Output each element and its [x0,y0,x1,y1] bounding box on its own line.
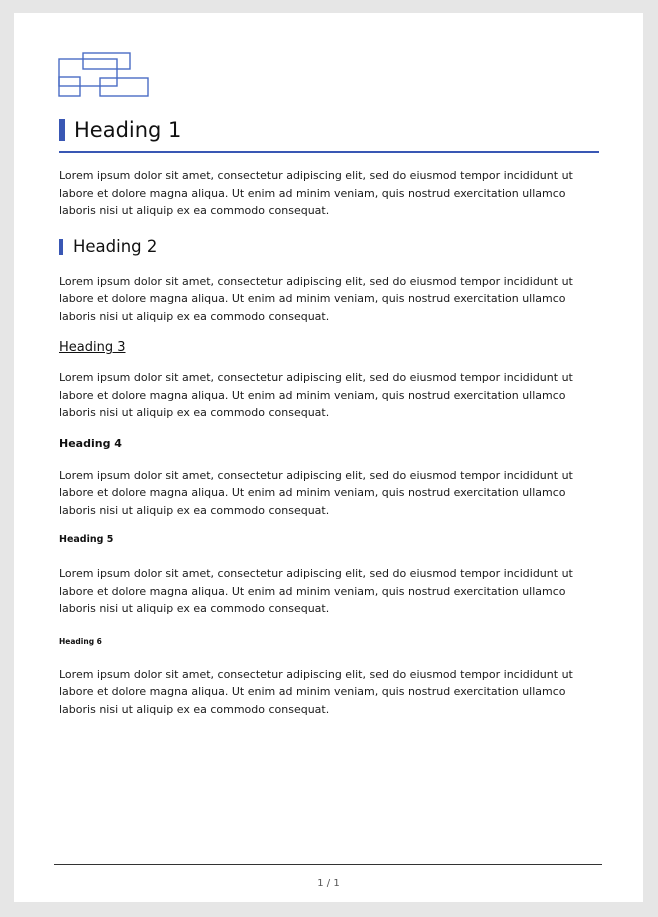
heading-4: Heading 4 [59,436,122,450]
heading-1: Heading 1 [59,117,599,153]
heading-6: Heading 6 [59,636,102,646]
footer-divider [54,864,602,865]
paragraph-5: Lorem ipsum dolor sit amet, consectetur adipiscing elit, sed do eiusmod tempor incididunt ut labore et dolore magna aliqua. Ut enim ad minim veniam, quis nostrud exercitation ullamco laboris nisi ut aliquip ex ea commodo consequat. [59,567,573,615]
document-page [14,13,643,902]
heading-5: Heading 5 [59,534,114,545]
heading-3: Heading 3 [59,340,126,355]
paragraph-4: Lorem ipsum dolor sit amet, consectetur adipiscing elit, sed do eiusmod tempor incididunt ut labore et dolore magna aliqua. Ut enim ad minim veniam, quis nostrud exercitation ullamco laboris nisi ut aliquip ex ea commodo consequat. [59,468,573,517]
page-number: 1 / 1 [317,878,340,889]
heading-2: Heading 2 [59,236,599,257]
paragraph-3: Lorem ipsum dolor sit amet, consectetur adipiscing elit, sed do eiusmod tempor incididunt ut labore et dolore magna aliqua. Ut enim ad minim veniam, quis nostrud exercitation ullamco laboris nisi ut aliquip ex ea commodo consequat. [59,371,573,419]
paragraph-1: Lorem ipsum dolor sit amet, consectetur adipiscing elit, sed do eiusmod tempor incididunt ut labore et dolore magna aliqua. Ut enim ad minim veniam, quis nostrud exercitation ullamco laboris nisi ut aliquip ex ea commodo consequat. [59,169,573,217]
document-content [59,117,599,718]
paragraph-6: Lorem ipsum dolor sit amet, consectetur adipiscing elit, sed do eiusmod tempor incididunt ut labore et dolore magna aliqua. Ut enim ad minim veniam, quis nostrud exercitation ullamco laboris nisi ut aliquip ex ea commodo consequat. [59,667,573,716]
paragraph-2: Lorem ipsum dolor sit amet, consectetur adipiscing elit, sed do eiusmod tempor incididunt ut labore et dolore magna aliqua. Ut enim ad minim veniam, quis nostrud exercitation ullamco laboris nisi ut aliquip ex ea commodo consequat. [59,274,573,323]
overlapping-rectangles-logo-icon [58,52,150,98]
